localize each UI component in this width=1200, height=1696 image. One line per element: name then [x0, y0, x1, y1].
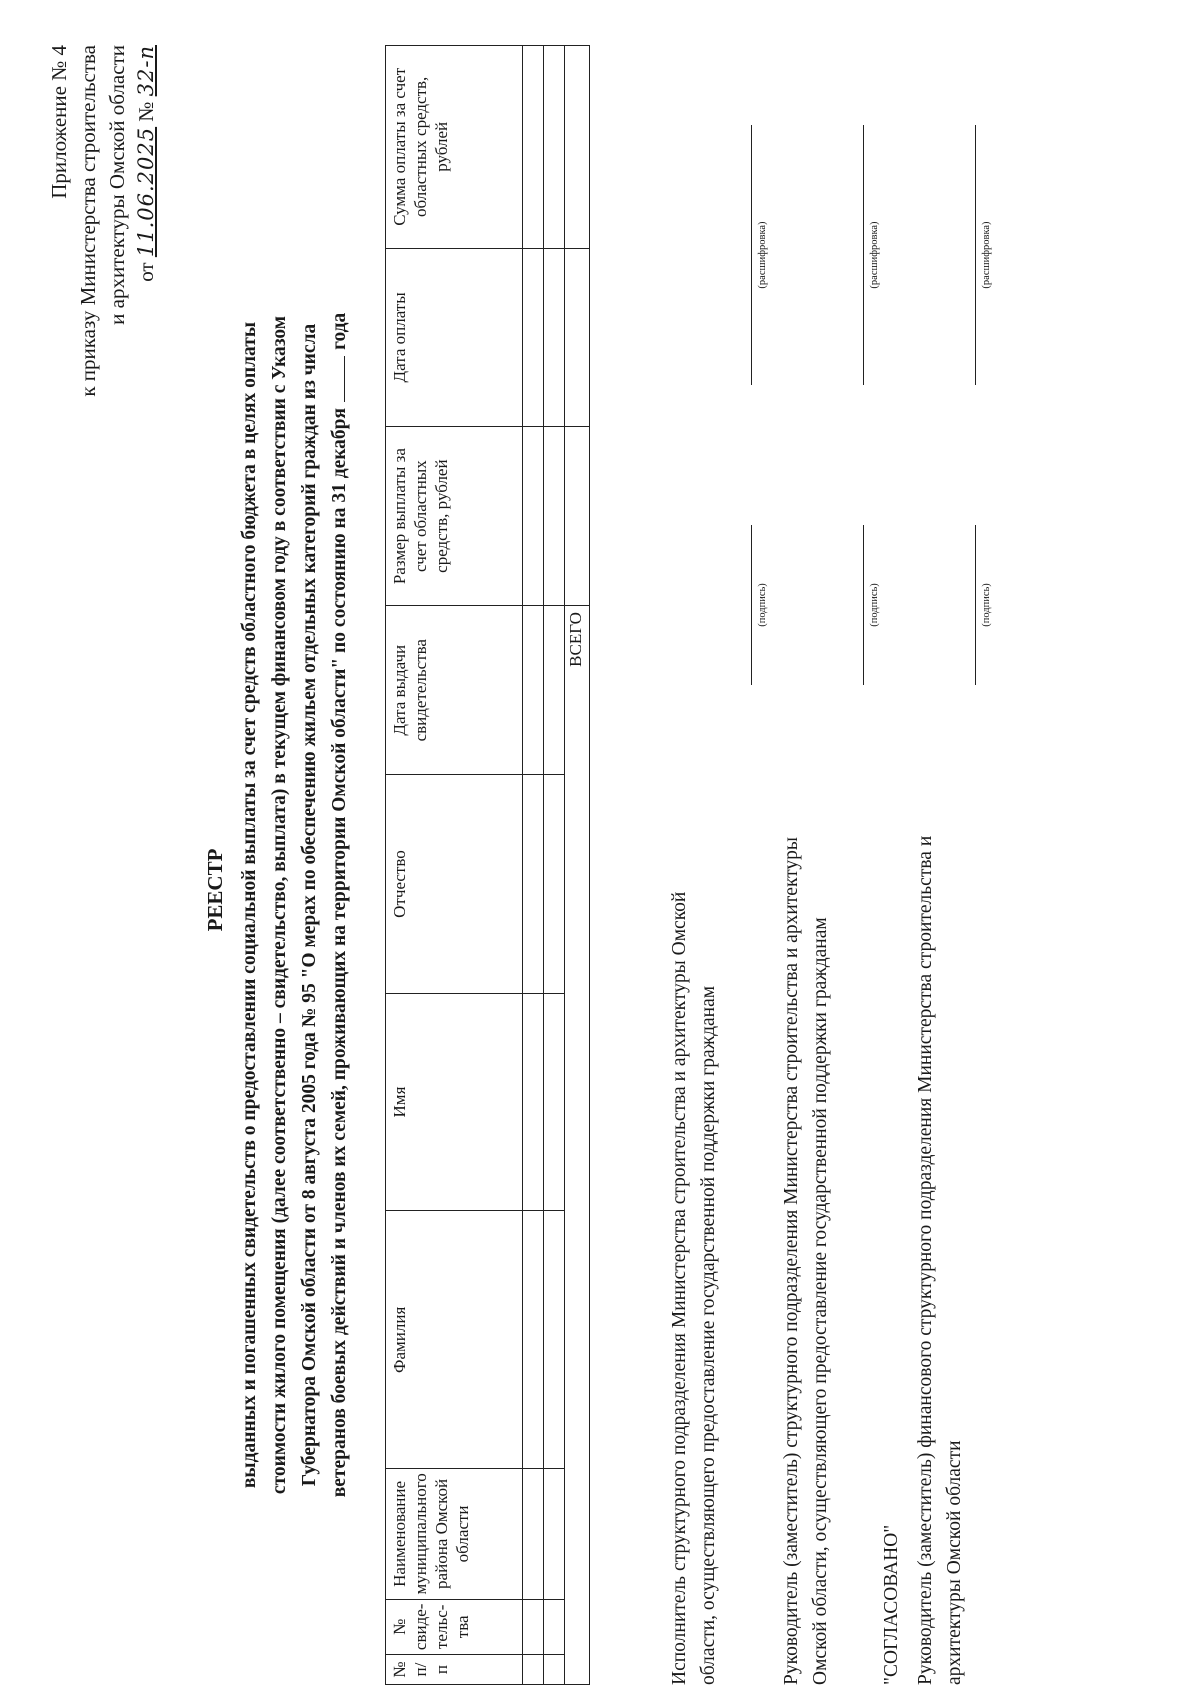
- executor-decoding-line: [751, 125, 771, 385]
- col-header-payment-size: Размер выплаты за счет областных средств, рублей: [386, 427, 523, 606]
- appendix-date-line: [132, 45, 161, 397]
- subtitle-line-2: стоимости жилого помещения (далее соответственно – свидетельство, выплата) в текущем финансовом году в соответствии с Указом: [269, 315, 290, 1495]
- rotated-page: [45, 45, 1155, 1685]
- table-cell: [523, 1469, 544, 1599]
- appendix-date-prefix: от: [134, 262, 158, 282]
- subtitle-line-4: [325, 165, 355, 1645]
- appendix-date: 11.06.2025: [134, 126, 158, 258]
- executor-line-2: области, осуществляющего предоставление государственной поддержки гражданам: [698, 985, 719, 1685]
- table-cell: [544, 248, 565, 427]
- table-cell: [523, 46, 544, 249]
- total-cell: [565, 46, 590, 249]
- agreed-label: "СОГЛАСОВАНО": [881, 1524, 902, 1685]
- subtitle-line-4-text: ветеранов боевых действий и членов их семей, проживающих на территории Омской области" по состоянию на 31 декабря: [329, 407, 350, 1498]
- finance-decoding-line: [975, 125, 995, 385]
- subtitle-line-1: выданных и погашенных свидетельств о предоставлении социальной выплаты за счет средств областного бюджета в целях оплаты: [239, 321, 260, 1489]
- total-cell: [565, 427, 590, 606]
- table-cell: [523, 1211, 544, 1469]
- head-decoding-caption: (расшифровка): [869, 221, 880, 289]
- table-cell: [523, 606, 544, 775]
- table-cell: [544, 46, 565, 249]
- head-signature-caption: (подпись): [869, 583, 880, 627]
- appendix-line-2: к приказу Министерства строительства: [76, 45, 100, 397]
- total-label: ВСЕГО: [565, 606, 590, 1685]
- col-header-num: № п/п: [386, 1655, 523, 1685]
- appendix-line-1: Приложение № 4: [47, 45, 71, 199]
- table-cell: [544, 427, 565, 606]
- col-header-issue-date: Дата выдачи свидетельства: [386, 606, 523, 775]
- finance-block: [911, 185, 969, 1685]
- appendix-number: 32-п: [134, 45, 158, 97]
- table-cell: [523, 427, 544, 606]
- col-header-patronymic: Отчество: [386, 775, 523, 993]
- table-row: [523, 46, 544, 1685]
- registry-table: [385, 45, 590, 1685]
- appendix-number-sign: №: [134, 101, 158, 122]
- table-cell: [544, 1599, 565, 1655]
- table-cell: [523, 993, 544, 1211]
- table-cell: [544, 606, 565, 775]
- finance-signature-line: [975, 525, 995, 685]
- subtitle-line-3: Губернатора Омской области от 8 августа 2005 года № 95 "О мерах по обеспечению жильем отдельных категорий граждан из числа: [299, 323, 320, 1487]
- finance-line-1: Руководитель (заместитель) финансового структурного подразделения Министерства строительства и: [915, 835, 936, 1685]
- table-cell: [544, 1655, 565, 1685]
- col-header-cert-num: № свиде-тельс-тва: [386, 1599, 523, 1655]
- finance-decoding-caption: (расшифровка): [981, 221, 992, 289]
- table-header-row: [386, 46, 523, 1685]
- col-header-surname: Фамилия: [386, 1211, 523, 1469]
- appendix-line-3: и архитектуры Омской области: [105, 45, 129, 325]
- head-block: [777, 185, 835, 1685]
- table-cell: [523, 775, 544, 993]
- col-header-payment-sum: Сумма оплаты за счет областных средств, рублей: [386, 46, 523, 249]
- total-cell: [565, 248, 590, 427]
- col-header-payment-date: Дата оплаты: [386, 248, 523, 427]
- col-header-name: Имя: [386, 993, 523, 1211]
- table-cell: [523, 1599, 544, 1655]
- document-title: РЕЕСТР: [203, 848, 227, 932]
- executor-signature-line: [751, 525, 771, 685]
- table-cell: [544, 1211, 565, 1469]
- table-cell: [544, 775, 565, 993]
- finance-signature-caption: (подпись): [981, 583, 992, 627]
- table-cell: [523, 248, 544, 427]
- executor-decoding-caption: (расшифровка): [757, 221, 768, 289]
- table-cell: [523, 1655, 544, 1685]
- appendix-header: [45, 45, 161, 397]
- col-header-district: Наименование муниципального района Омской области: [386, 1469, 523, 1599]
- total-row: [565, 46, 590, 1685]
- table-cell: [544, 993, 565, 1211]
- table-row: [544, 46, 565, 1685]
- document-subtitle: [235, 165, 355, 1645]
- head-signature-line: [863, 525, 883, 685]
- head-decoding-line: [863, 125, 883, 385]
- executor-signature-caption: (подпись): [757, 583, 768, 627]
- subtitle-line-4-year: года: [329, 312, 350, 350]
- year-blank: [326, 356, 345, 402]
- table-cell: [544, 1469, 565, 1599]
- finance-line-2: архитектуры Омской области: [944, 1440, 965, 1685]
- executor-block: [665, 185, 723, 1685]
- executor-line-1: Исполнитель структурного подразделения Министерства строительства и архитектуры Омской: [669, 891, 690, 1685]
- head-line-1: Руководитель (заместитель) структурного подразделения Министерства строительства и архитектуры: [781, 836, 802, 1685]
- head-line-2: Омской области, осуществляющего предоставление государственной поддержки гражданам: [810, 917, 831, 1685]
